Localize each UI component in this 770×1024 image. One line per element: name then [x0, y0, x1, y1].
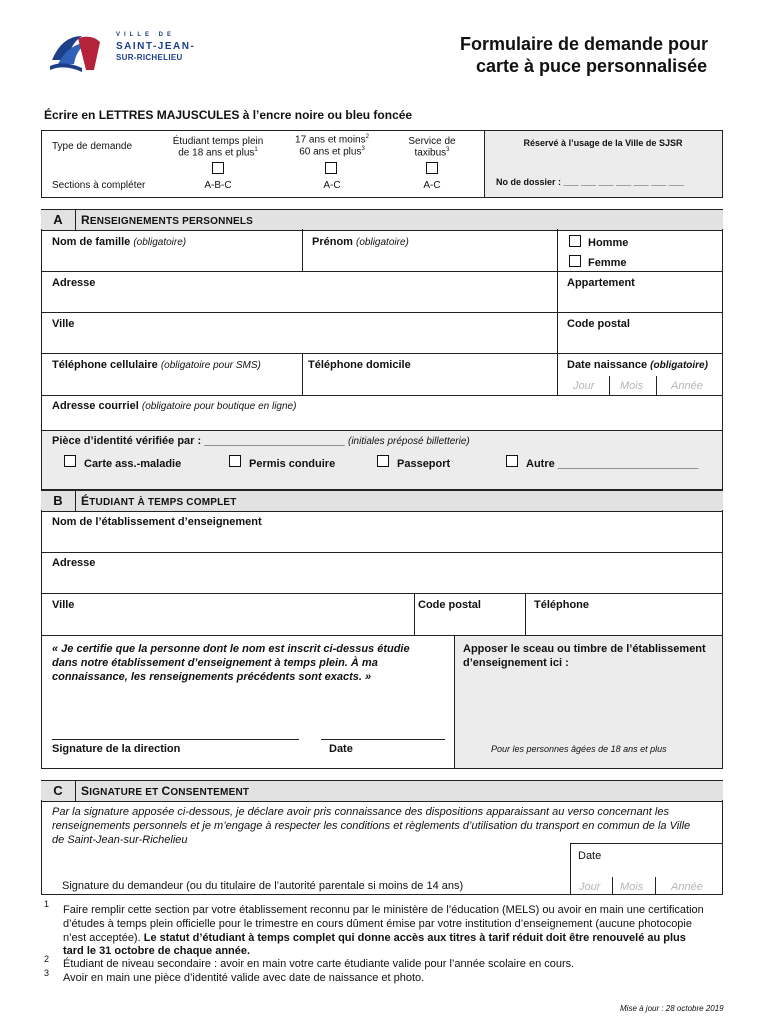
section-a-title: RENSEIGNEMENTS PERSONNELS	[81, 213, 254, 227]
footnote-2-text: Étudiant de niveau secondaire : avoir en main votre carte étudiante valide pour l’année scolaire en cours.	[63, 958, 575, 970]
birth-year[interactable]: Année	[671, 380, 703, 392]
consent-line3: de Saint-Jean-sur-Richelieu	[52, 834, 188, 846]
courriel-input[interactable]	[46, 413, 720, 429]
adresse-label: Adresse	[52, 277, 96, 289]
col1-sup: 1	[254, 147, 258, 153]
logo-emblem-icon	[48, 30, 106, 74]
footnote-1-line2: d’études à temps plein officielle pour le trimestre en cours dûment émise par votre institution d’enseignement (aucune photocopie	[63, 918, 692, 930]
cert-line3: connaissance, les renseignements précédents sont exacts. »	[52, 671, 372, 683]
form-title-line2: carte à puce personnalisée	[476, 56, 708, 76]
reserved-label: Réservé à l’usage de la Ville de SJSR	[523, 138, 683, 148]
col1-line2: de 18 ans et plus	[178, 147, 255, 159]
prenom-label: Prénom (obligatoire)	[312, 236, 409, 248]
b-ville-label: Ville	[52, 599, 75, 611]
update-date: Mise à jour : 28 octobre 2019	[620, 1004, 724, 1013]
signature-line[interactable]	[52, 739, 299, 740]
col3-line2-wrap	[372, 147, 492, 158]
autre-label: Autre _______________________	[526, 458, 699, 470]
homme-label: Homme	[588, 237, 629, 249]
col3-line1: Service de	[408, 136, 456, 147]
carte-ass-label: Carte ass.-maladie	[84, 458, 182, 470]
consent-line1: Par la signature apposée ci-dessous, je déclare avoir pris connaissance des dispositions apparaissant au verso concernant les	[52, 806, 669, 818]
footnote-1-line1: Faire remplir cette section par votre établissement reconnu par le ministère de l’éducation (MELS) ou avoir en main une certification	[63, 904, 704, 916]
prenom-input[interactable]	[306, 252, 556, 270]
section-c-header	[41, 780, 723, 802]
appartement-label: Appartement	[567, 277, 635, 289]
logo-line3: SUR-RICHELIEU	[116, 53, 183, 62]
form-title-line1: Formulaire de demande pour	[460, 34, 709, 54]
etab-label: Nom de l’établissement d’enseignement	[52, 516, 262, 528]
date-naiss-label: Date naissance (obligatoire)	[567, 359, 708, 371]
tel-cell-label: Téléphone cellulaire (obligatoire pour SMS)	[52, 359, 261, 371]
b-adresse-label: Adresse	[52, 557, 96, 569]
b-code-postal-label: Code postal	[418, 599, 481, 611]
passeport-label: Passeport	[397, 458, 451, 470]
nom-label: Nom de famille (obligatoire)	[52, 236, 187, 248]
age-note: Pour les personnes âgées de 18 ans et plus	[491, 744, 667, 754]
etab-input[interactable]	[46, 532, 720, 550]
b-date-label: Date	[329, 743, 353, 755]
type-label: Type de demande	[52, 141, 133, 152]
femme-checkbox[interactable]	[569, 255, 581, 267]
col2-line2: 60 ans et plus	[299, 146, 362, 158]
dossier-number: No de dossier : ___ ___ ___ ___ ___ ___ ___	[496, 177, 684, 187]
section-a-letter: A	[41, 210, 76, 230]
birth-day[interactable]: Jour	[573, 380, 595, 392]
sceau-line1: Apposer le sceau ou timbre de l’établissement	[463, 643, 706, 655]
nom-input[interactable]	[46, 252, 300, 270]
section-c-title: SIGNATURE ET CONSENTEMENT	[81, 784, 250, 798]
cert-line2: dans notre établissement d’enseignement à temps plein. À ma	[52, 657, 378, 669]
c-date-label: Date	[578, 850, 602, 862]
col1-line1: Étudiant temps plein	[172, 136, 264, 147]
c-year[interactable]: Année	[671, 881, 703, 893]
col3-sections: A-C	[423, 180, 441, 191]
piece-label: Pièce d’identité vérifiée par : _______________________ (initiales préposé billetterie)	[52, 435, 470, 447]
sceau-line2: d’enseignement ici :	[463, 657, 569, 669]
passeport-checkbox[interactable]	[377, 455, 389, 467]
instruction-text: Écrire en LETTRES MAJUSCULES à l’encre noire ou bleu foncée	[44, 108, 413, 122]
ville-input[interactable]	[46, 333, 555, 351]
permis-checkbox[interactable]	[229, 455, 241, 467]
femme-label: Femme	[588, 257, 627, 269]
col2-line1: 17 ans et moins	[295, 134, 366, 146]
student-checkbox[interactable]	[212, 162, 224, 174]
col3-sup: 3	[446, 147, 450, 153]
b-telephone-label: Téléphone	[534, 599, 590, 611]
c-month[interactable]: Mois	[620, 881, 644, 893]
footnote-3-text: Avoir en main une pièce d’identité valide avec date de naissance et photo.	[63, 972, 425, 984]
section-b-header	[41, 490, 723, 512]
section-c-letter: C	[41, 781, 76, 801]
age-checkbox[interactable]	[325, 162, 337, 174]
col2-sup2: 3	[361, 146, 365, 152]
c-signature-label: Signature du demandeur (ou du titulaire de l’autorité parentale si moins de 14 ans)	[62, 880, 464, 892]
section-b-letter: B	[41, 491, 76, 511]
adresse-input[interactable]	[46, 292, 555, 310]
section-b-title: ÉTUDIANT À TEMPS COMPLET	[81, 494, 237, 508]
sections-label: Sections à compléter	[52, 180, 146, 191]
b-adresse-input[interactable]	[46, 573, 720, 591]
logo-line1: VILLE DE	[116, 32, 176, 38]
date-line[interactable]	[321, 739, 445, 740]
taxibus-checkbox[interactable]	[426, 162, 438, 174]
col2-sections: A-C	[323, 180, 341, 191]
tel-dom-label: Téléphone domicile	[308, 359, 411, 371]
c-day[interactable]: Jour	[579, 881, 601, 893]
birth-month[interactable]: Mois	[620, 380, 644, 392]
permis-label: Permis conduire	[249, 458, 336, 470]
footnote-1-number: 1	[44, 899, 50, 909]
footnote-1-line3: n’est acceptée). Le statut d’étudiant à temps complet qui donne accès aux titres à tarif réduit doit être renouvelé au plus	[63, 932, 686, 944]
footnote-1-line4: tard le 31 octobre de chaque année.	[63, 945, 251, 957]
col1-sections: A-B-C	[204, 180, 232, 191]
autre-checkbox[interactable]	[506, 455, 518, 467]
carte-ass-checkbox[interactable]	[64, 455, 76, 467]
cert-line1: « Je certifie que la personne dont le nom est inscrit ci-dessus étudie	[52, 643, 410, 655]
logo-line2: SAINT-JEAN-	[116, 41, 196, 52]
col3-line2: taxibus	[414, 147, 447, 159]
consent-line2: renseignements personnels et je m’engage à respecter les conditions et règlements d’utilisation du transport en commun de la Ville	[52, 820, 691, 832]
courriel-label: Adresse courriel (obligatoire pour boutique en ligne)	[52, 400, 297, 412]
sig-direction-label: Signature de la direction	[52, 743, 181, 755]
homme-checkbox[interactable]	[569, 235, 581, 247]
footnote-3-number: 3	[44, 968, 50, 978]
footnote-2-number: 2	[44, 954, 50, 964]
col2-sup1: 2	[365, 134, 369, 140]
code-postal-label: Code postal	[567, 318, 630, 330]
section-a-header	[41, 209, 723, 231]
city-logo	[48, 30, 208, 74]
ville-label: Ville	[52, 318, 75, 330]
